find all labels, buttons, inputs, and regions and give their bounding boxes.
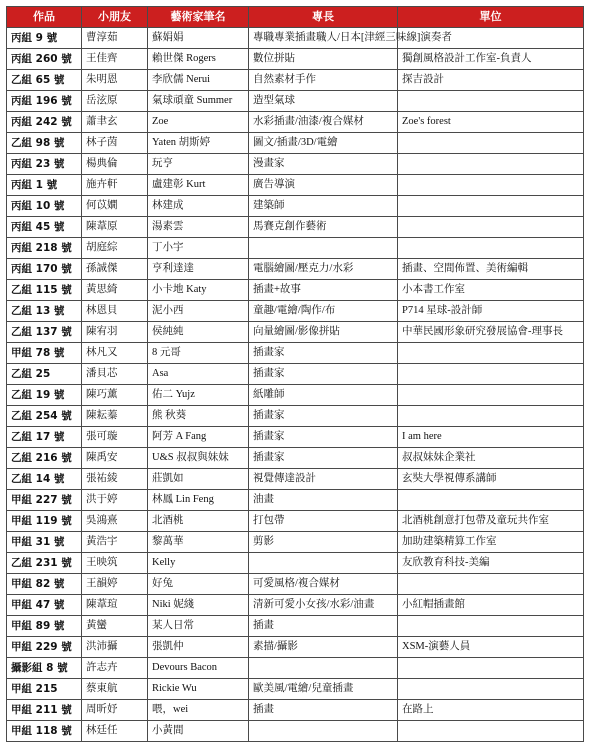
cell-work: 甲組 227 號: [7, 490, 82, 511]
cell-specialty: 圖文/插畫/3D/電繪: [249, 133, 398, 154]
table-row: [7, 70, 584, 91]
cell-specialty: 剪影: [249, 532, 398, 553]
table-row: [7, 679, 584, 700]
cell-child: 林凡又: [82, 343, 148, 364]
cell-organization: 北酒桃創意打包帶及童玩共作室: [398, 511, 584, 532]
cell-artist-name: 北酒桃: [148, 511, 249, 532]
table-row: [7, 721, 584, 742]
cell-organization: [398, 385, 584, 406]
cell-artist-name: 賴世傑 Rogers: [148, 49, 249, 70]
table-row: [7, 154, 584, 175]
table-row: [7, 511, 584, 532]
cell-child: 陳禹安: [82, 448, 148, 469]
cell-work: 乙組 137 號: [7, 322, 82, 343]
cell-child: 洪于婷: [82, 490, 148, 511]
table-body: [7, 28, 584, 742]
cell-work: 乙組 13 號: [7, 301, 82, 322]
cell-artist-name: Devours Bacon: [148, 658, 249, 679]
table-row: [7, 616, 584, 637]
cell-organization: [398, 154, 584, 175]
cell-artist-name: 林鳳 Lin Feng: [148, 490, 249, 511]
cell-specialty: 紙雕師: [249, 385, 398, 406]
cell-work: 乙組 14 號: [7, 469, 82, 490]
header-child: 小朋友: [82, 7, 148, 28]
table-row: [7, 553, 584, 574]
header-work: 作品: [7, 7, 82, 28]
artist-table-container: [6, 6, 583, 742]
cell-artist-name: 喂，wei: [148, 700, 249, 721]
cell-specialty: 自然素材手作: [249, 70, 398, 91]
cell-child: 陳葦原: [82, 217, 148, 238]
table-row: [7, 637, 584, 658]
cell-child: 張可璇: [82, 427, 148, 448]
cell-specialty: [249, 721, 398, 742]
cell-organization: [398, 196, 584, 217]
cell-work: 甲組 118 號: [7, 721, 82, 742]
cell-child: 吳鴻熹: [82, 511, 148, 532]
cell-child: 陳葦瑄: [82, 595, 148, 616]
cell-organization: 獨創風格設計工作室-負責人: [398, 49, 584, 70]
cell-work: 丙組 10 號: [7, 196, 82, 217]
header-organization: 單位: [398, 7, 584, 28]
cell-specialty: 素描/攝影: [249, 637, 398, 658]
cell-specialty: 水彩插畫/油漆/複合媒材: [249, 112, 398, 133]
cell-specialty: [249, 238, 398, 259]
cell-work: 丙組 196 號: [7, 91, 82, 112]
table-row: [7, 49, 584, 70]
cell-work: 乙組 115 號: [7, 280, 82, 301]
table-row: [7, 595, 584, 616]
cell-child: 楊典倫: [82, 154, 148, 175]
cell-child: 林恩貝: [82, 301, 148, 322]
cell-work: 乙組 65 號: [7, 70, 82, 91]
cell-organization: 探吉設計: [398, 70, 584, 91]
cell-organization: [398, 658, 584, 679]
cell-work: 丙組 45 號: [7, 217, 82, 238]
table-row: [7, 448, 584, 469]
table-row: [7, 469, 584, 490]
cell-organization: [398, 364, 584, 385]
cell-specialty: 插畫: [249, 616, 398, 637]
cell-work: 甲組 89 號: [7, 616, 82, 637]
cell-organization: 中華民國形象研究發展協會-理事長: [398, 322, 584, 343]
cell-artist-name: 小卡地 Katy: [148, 280, 249, 301]
cell-child: 林廷任: [82, 721, 148, 742]
table-row: [7, 175, 584, 196]
cell-child: 陳巧薰: [82, 385, 148, 406]
table-row: [7, 301, 584, 322]
cell-child: 黃蠻: [82, 616, 148, 637]
table-row: [7, 574, 584, 595]
cell-artist-name: Asa: [148, 364, 249, 385]
cell-specialty: 數位拼貼: [249, 49, 398, 70]
cell-artist-name: 小黃間: [148, 721, 249, 742]
cell-artist-name: 某人日常: [148, 616, 249, 637]
cell-child: 洪沛攝: [82, 637, 148, 658]
cell-artist-name: 李欣儒 Nerui: [148, 70, 249, 91]
cell-specialty: 插畫+故事: [249, 280, 398, 301]
cell-work: 丙組 170 號: [7, 259, 82, 280]
header-artist-name: 藝術家筆名: [148, 7, 249, 28]
cell-organization: [398, 721, 584, 742]
cell-child: 許志卉: [82, 658, 148, 679]
cell-organization: [398, 574, 584, 595]
cell-specialty: 油畫: [249, 490, 398, 511]
cell-organization: [398, 133, 584, 154]
table-row: [7, 91, 584, 112]
cell-child: 岳泫原: [82, 91, 148, 112]
cell-child: 黃浩宇: [82, 532, 148, 553]
cell-child: 黃思綺: [82, 280, 148, 301]
cell-work: 乙組 98 號: [7, 133, 82, 154]
cell-artist-name: 熊 秋葵: [148, 406, 249, 427]
cell-artist-name: 好兔: [148, 574, 249, 595]
cell-artist-name: 張凱仲: [148, 637, 249, 658]
cell-work: 甲組 119 號: [7, 511, 82, 532]
cell-child: 胡庭綜: [82, 238, 148, 259]
cell-organization: I am here: [398, 427, 584, 448]
table-row: [7, 700, 584, 721]
table-row: [7, 217, 584, 238]
cell-organization: [398, 91, 584, 112]
cell-organization: 叔叔妹妹企業社: [398, 448, 584, 469]
cell-organization: 小本書工作室: [398, 280, 584, 301]
cell-specialty: 歐美風/電繪/兒童插畫: [249, 679, 398, 700]
table-row: [7, 238, 584, 259]
cell-organization: Zoe's forest: [398, 112, 584, 133]
cell-child: 蔡東航: [82, 679, 148, 700]
cell-child: 蕭聿玄: [82, 112, 148, 133]
cell-artist-name: 玩亨: [148, 154, 249, 175]
cell-organization: P714 星球-設計師: [398, 301, 584, 322]
cell-work: 甲組 78 號: [7, 343, 82, 364]
cell-child: 朱明恩: [82, 70, 148, 91]
cell-specialty: 插畫家: [249, 448, 398, 469]
cell-child: 潘貝芯: [82, 364, 148, 385]
cell-work: 乙組 254 號: [7, 406, 82, 427]
cell-organization: 加助建築精算工作室: [398, 532, 584, 553]
cell-specialty: 電腦繪圖/壓克力/水彩: [249, 259, 398, 280]
table-row: [7, 490, 584, 511]
cell-specialty: 造型氣球: [249, 91, 398, 112]
cell-organization: XSM-演藝人員: [398, 637, 584, 658]
cell-child: 陳耘蓁: [82, 406, 148, 427]
cell-work: 乙組 17 號: [7, 427, 82, 448]
cell-child: 王佳齊: [82, 49, 148, 70]
cell-specialty: 插畫家: [249, 343, 398, 364]
cell-artist-name: Zoe: [148, 112, 249, 133]
cell-work: 乙組 216 號: [7, 448, 82, 469]
cell-work: 甲組 211 號: [7, 700, 82, 721]
cell-specialty: 向量繪圖/影像拼貼: [249, 322, 398, 343]
cell-artist-name: 侯純純: [148, 322, 249, 343]
cell-work: 甲組 82 號: [7, 574, 82, 595]
table-row: [7, 259, 584, 280]
table-row: [7, 658, 584, 679]
cell-child: 王韻婷: [82, 574, 148, 595]
cell-work: 丙組 260 號: [7, 49, 82, 70]
cell-work: 甲組 47 號: [7, 595, 82, 616]
cell-artist-name: 黎萬華: [148, 532, 249, 553]
cell-organization: [398, 175, 584, 196]
cell-organization: [398, 343, 584, 364]
cell-organization: 玄奘大學視傳系講師: [398, 469, 584, 490]
header-specialty: 專長: [249, 7, 398, 28]
cell-work: 甲組 229 號: [7, 637, 82, 658]
cell-specialty: 童趣/電繪/陶作/布: [249, 301, 398, 322]
cell-work: 乙組 19 號: [7, 385, 82, 406]
cell-specialty: 馬賽克創作藝術: [249, 217, 398, 238]
cell-specialty: 漫畫家: [249, 154, 398, 175]
cell-artist-name: 莊凱如: [148, 469, 249, 490]
cell-work: 丙組 242 號: [7, 112, 82, 133]
cell-artist-name: 泥小西: [148, 301, 249, 322]
table-row: [7, 133, 584, 154]
cell-organization: [398, 217, 584, 238]
cell-artist-name: 蘇娟娟: [148, 28, 249, 49]
cell-work: 丙組 23 號: [7, 154, 82, 175]
cell-specialty: 插畫家: [249, 364, 398, 385]
table-row: [7, 406, 584, 427]
cell-organization: 友欣教育科技-美編: [398, 553, 584, 574]
header-row: [7, 7, 584, 28]
table-header: [7, 7, 584, 28]
cell-artist-name: 盧建彰 Kurt: [148, 175, 249, 196]
cell-child: 林子茵: [82, 133, 148, 154]
cell-work: 丙組 218 號: [7, 238, 82, 259]
cell-child: 孫誠傑: [82, 259, 148, 280]
cell-child: 曹淳茹: [82, 28, 148, 49]
cell-child: 王映筑: [82, 553, 148, 574]
cell-artist-name: Rickie Wu: [148, 679, 249, 700]
cell-artist-name: U&S 叔叔與妹妹: [148, 448, 249, 469]
cell-organization: [398, 616, 584, 637]
cell-specialty: 視覺傳達設計: [249, 469, 398, 490]
cell-specialty: 插畫家: [249, 406, 398, 427]
cell-work: 攝影組 8 號: [7, 658, 82, 679]
cell-artist-name: 亨利達達: [148, 259, 249, 280]
cell-specialty: 插畫: [249, 700, 398, 721]
cell-child: 陳宥羽: [82, 322, 148, 343]
cell-artist-name: 氣球頑童 Summer: [148, 91, 249, 112]
table-row: [7, 112, 584, 133]
cell-specialty: 專職專業插畫職人/日本[津經三味線]演奏者: [249, 28, 398, 49]
cell-organization: 在路上: [398, 700, 584, 721]
artist-table: [6, 6, 584, 742]
cell-organization: 小紅帽插畫館: [398, 595, 584, 616]
table-row: [7, 532, 584, 553]
cell-work: 甲組 215: [7, 679, 82, 700]
cell-organization: 插畫、空間佈置、美術編輯: [398, 259, 584, 280]
cell-artist-name: 佑二 Yujz: [148, 385, 249, 406]
cell-specialty: 建築師: [249, 196, 398, 217]
cell-child: 周昕妤: [82, 700, 148, 721]
cell-specialty: 可愛風格/複合媒材: [249, 574, 398, 595]
cell-specialty: 廣告導演: [249, 175, 398, 196]
cell-artist-name: Niki 妮綫: [148, 595, 249, 616]
table-row: [7, 343, 584, 364]
table-row: [7, 385, 584, 406]
cell-organization: [398, 406, 584, 427]
cell-child: 施卉軒: [82, 175, 148, 196]
cell-artist-name: Yaten 胡斯婷: [148, 133, 249, 154]
cell-work: 丙組 1 號: [7, 175, 82, 196]
cell-specialty: 打包帶: [249, 511, 398, 532]
cell-artist-name: 阿芳 A Fang: [148, 427, 249, 448]
cell-child: 張祐綾: [82, 469, 148, 490]
cell-artist-name: 丁小宇: [148, 238, 249, 259]
cell-specialty: [249, 658, 398, 679]
cell-organization: [398, 679, 584, 700]
cell-artist-name: 湯素雲: [148, 217, 249, 238]
table-row: [7, 280, 584, 301]
cell-artist-name: 林建成: [148, 196, 249, 217]
cell-organization: [398, 238, 584, 259]
cell-work: 甲組 31 號: [7, 532, 82, 553]
table-row: [7, 364, 584, 385]
cell-specialty: 清新可愛小女孩/水彩/油畫: [249, 595, 398, 616]
table-row: [7, 196, 584, 217]
cell-work: 丙組 9 號: [7, 28, 82, 49]
cell-child: 何苡嫺: [82, 196, 148, 217]
cell-specialty: [249, 553, 398, 574]
table-row: [7, 322, 584, 343]
table-row: [7, 427, 584, 448]
cell-organization: [398, 490, 584, 511]
table-row: [7, 28, 584, 49]
cell-artist-name: Kelly: [148, 553, 249, 574]
cell-work: 乙組 231 號: [7, 553, 82, 574]
cell-artist-name: 8 元哥: [148, 343, 249, 364]
cell-work: 乙組 25: [7, 364, 82, 385]
cell-specialty: 插畫家: [249, 427, 398, 448]
